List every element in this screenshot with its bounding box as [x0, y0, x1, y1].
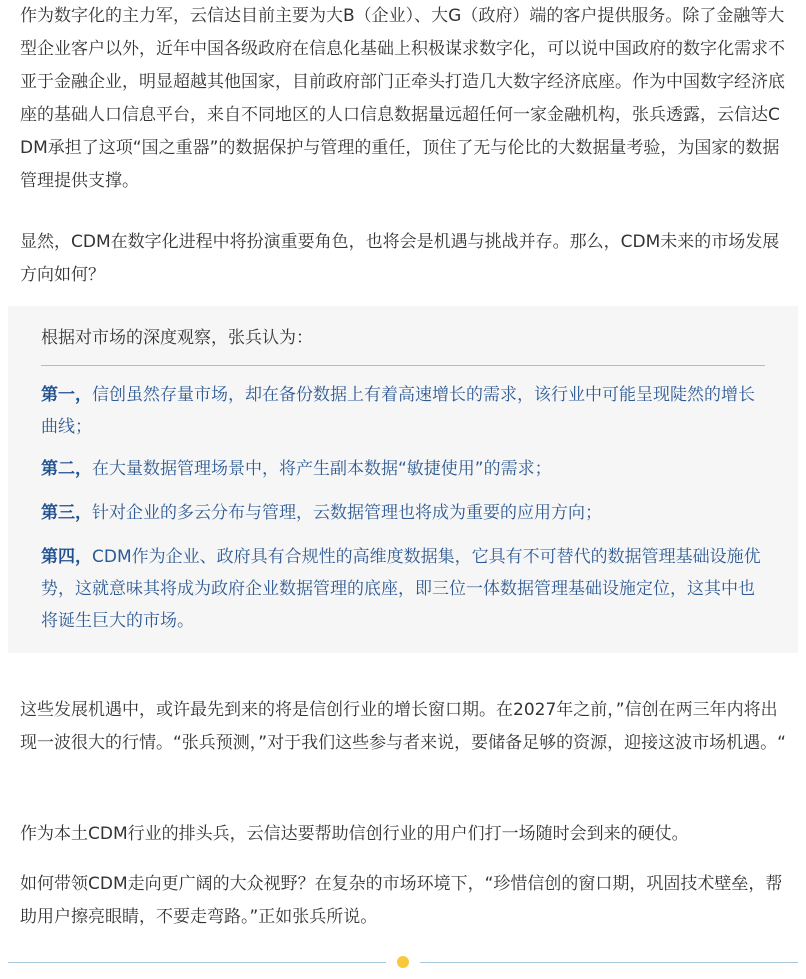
quote-block	[8, 306, 798, 653]
quote-point-3	[41, 497, 771, 529]
divider-dot-icon	[397, 956, 409, 968]
quote-point-4	[41, 541, 771, 637]
quote-point-1	[41, 379, 771, 443]
quote-point-text: 信创虽然存量市场，却在备份数据上有着高速增长的需求，该行业中可能呈现陡然的增长曲线；	[41, 385, 755, 437]
paragraph-3: 这些发展机遇中，或许最先到来的将是信创行业的增长窗口期。在2027年之前，”信创在两三年内将出现一波很大的行情。“张兵预测，”对于我们这些参与者来说，要储备足够的资源，迎接这波市场机遇。“	[20, 700, 786, 753]
quote-point-lead: 第二，	[41, 459, 92, 479]
paragraph-5: 如何带领CDM走向更广阔的大众视野？在复杂的市场环境下，“珍惜信创的窗口期，巩固技术壁垒，帮助用户擦亮眼睛，不要走弯路。”正如张兵所说。	[20, 874, 783, 927]
quote-intro: 根据对市场的深度观察，张兵认为：	[41, 328, 313, 348]
quote-point-text: 针对企业的多云分布与管理，云数据管理也将成为重要的应用方向；	[92, 503, 602, 523]
quote-point-lead: 第三，	[41, 503, 92, 523]
paragraph-1: 作为数字化的主力军，云信达目前主要为大B（企业）、大G（政府）端的客户提供服务。除了金融等大型企业客户以外，近年中国各级政府在信息化基础上积极谋求数字化，可以说中国政府的数字化需求不亚于金融企业，明显超越其他国家，目前政府部门正牵头打造几大数字经济底座。作为中国数字经济底座的基础人口信息平台，来自不同地区的人口信息数据量远超任何一家金融机构，张兵透露，云信达CDM承担了这项“国之重器”的数据保护与管理的重任，顶住了无与伦比的大数据量考验，为国家的数据管理提供支撑。	[20, 6, 785, 191]
quote-divider	[41, 365, 765, 366]
quote-point-lead: 第一，	[41, 385, 92, 405]
quote-point-lead: 第四，	[41, 547, 92, 567]
paragraph-4: 作为本土CDM行业的排头兵，云信达要帮助信创行业的用户们打一场随时会到来的硬仗。	[20, 824, 689, 844]
quote-point-text: 在大量数据管理场景中，将产生副本数据“敏捷使用”的需求；	[92, 459, 552, 479]
divider-line-left	[8, 962, 386, 963]
quote-point-text: CDM作为企业、政府具有合规性的高维度数据集，它具有不可替代的数据管理基础设施优势，这就意味其将成为政府企业数据管理的底座，即三位一体数据管理基础设施定位，这其中也将诞生巨大的市场。	[41, 547, 761, 631]
section-divider	[8, 962, 798, 964]
paragraph-2: 显然，CDM在数字化进程中将扮演重要角色，也将会是机遇与挑战并存。那么，CDM未来的市场发展方向如何？	[20, 232, 780, 285]
divider-line-right	[420, 962, 798, 963]
quote-point-2	[41, 453, 771, 485]
